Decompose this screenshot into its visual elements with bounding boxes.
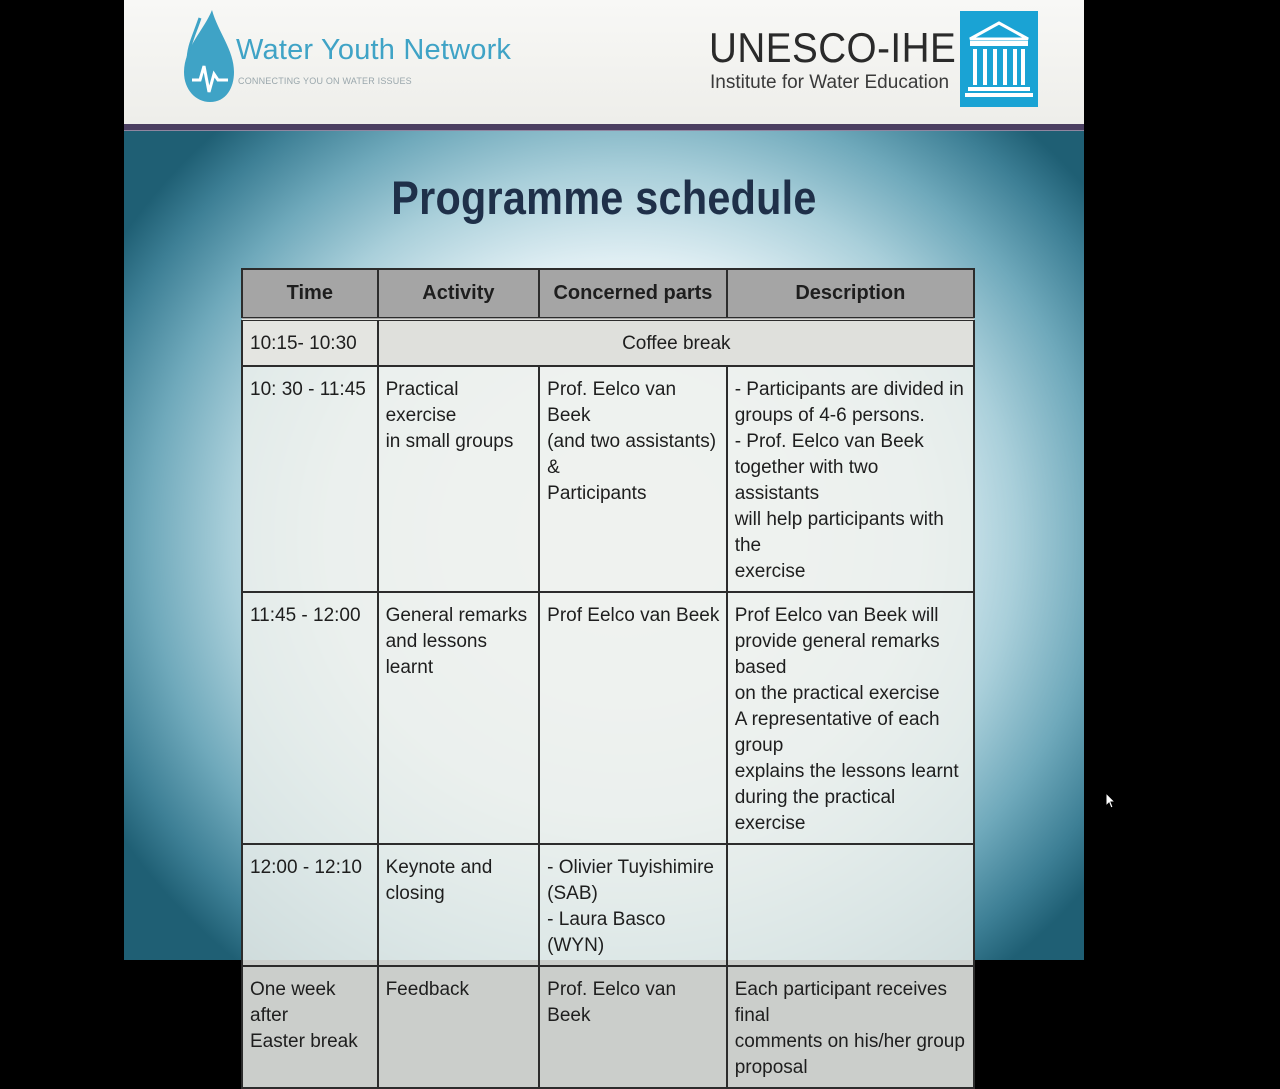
slide-header xyxy=(124,0,1084,124)
time-cell: 10:15- 10:30 xyxy=(242,319,378,366)
table-row xyxy=(242,844,974,966)
column-header-activity: Activity xyxy=(378,269,540,319)
time-cell: 12:00 - 12:10 xyxy=(242,844,378,966)
table-row xyxy=(242,592,974,844)
table-row xyxy=(242,366,974,592)
unesco-temple-emblem xyxy=(960,11,1038,107)
water-youth-network-name: Water Youth Network xyxy=(236,34,512,66)
description-cell: - Participants are divided in groups of 4-6 persons. - Prof. Eelco van Beek together with two assistants will help participants with the exercise xyxy=(727,366,974,592)
presentation-slide xyxy=(124,0,1084,1078)
programme-schedule-table xyxy=(241,268,975,1089)
water-drop-icon xyxy=(178,8,236,104)
coffee-break-cell: Coffee break xyxy=(378,319,974,366)
activity-cell: Feedback xyxy=(378,966,540,1088)
time-cell: 10: 30 - 11:45 xyxy=(242,366,378,592)
activity-cell: Practical exercise in small groups xyxy=(378,366,540,592)
time-cell: 11:45 - 12:00 xyxy=(242,592,378,844)
unesco-ihe-subtitle: Institute for Water Education xyxy=(710,72,950,93)
activity-cell: General remarks and lessons learnt xyxy=(378,592,540,844)
water-youth-network-logo xyxy=(176,8,516,108)
description-cell: Prof Eelco van Beek will provide general remarks based on the practical exercise A representative of each group explains the lessons learnt during the practical exercise xyxy=(727,592,974,844)
mouse-pointer-icon xyxy=(1105,792,1117,810)
column-header-description: Description xyxy=(727,269,974,319)
description-cell: Each participant receives final comments on his/her group proposal xyxy=(727,966,974,1088)
concerned-parts-cell: - Olivier Tuyishimire (SAB) - Laura Basco (WYN) xyxy=(539,844,727,966)
column-header-concerned-parts: Concerned parts xyxy=(539,269,727,319)
activity-cell: Keynote and closing xyxy=(378,844,540,966)
time-cell: One week after Easter break xyxy=(242,966,378,1088)
unesco-temple-icon xyxy=(960,11,1038,107)
coffee-break-row xyxy=(242,319,974,366)
water-youth-network-tagline: CONNECTING YOU ON WATER ISSUES xyxy=(238,76,412,86)
description-cell xyxy=(727,844,974,966)
table-row xyxy=(242,966,974,1088)
slide-title: Programme schedule xyxy=(391,171,817,224)
concerned-parts-cell: Prof Eelco van Beek xyxy=(539,592,727,844)
concerned-parts-cell: Prof. Eelco van Beek (and two assistants) & Participants xyxy=(539,366,727,592)
unesco-ihe-name: UNESCO-IHE xyxy=(709,24,957,71)
table-header-row xyxy=(242,269,974,319)
header-divider xyxy=(124,124,1084,131)
concerned-parts-cell: Prof. Eelco van Beek xyxy=(539,966,727,1088)
column-header-time: Time xyxy=(242,269,378,319)
